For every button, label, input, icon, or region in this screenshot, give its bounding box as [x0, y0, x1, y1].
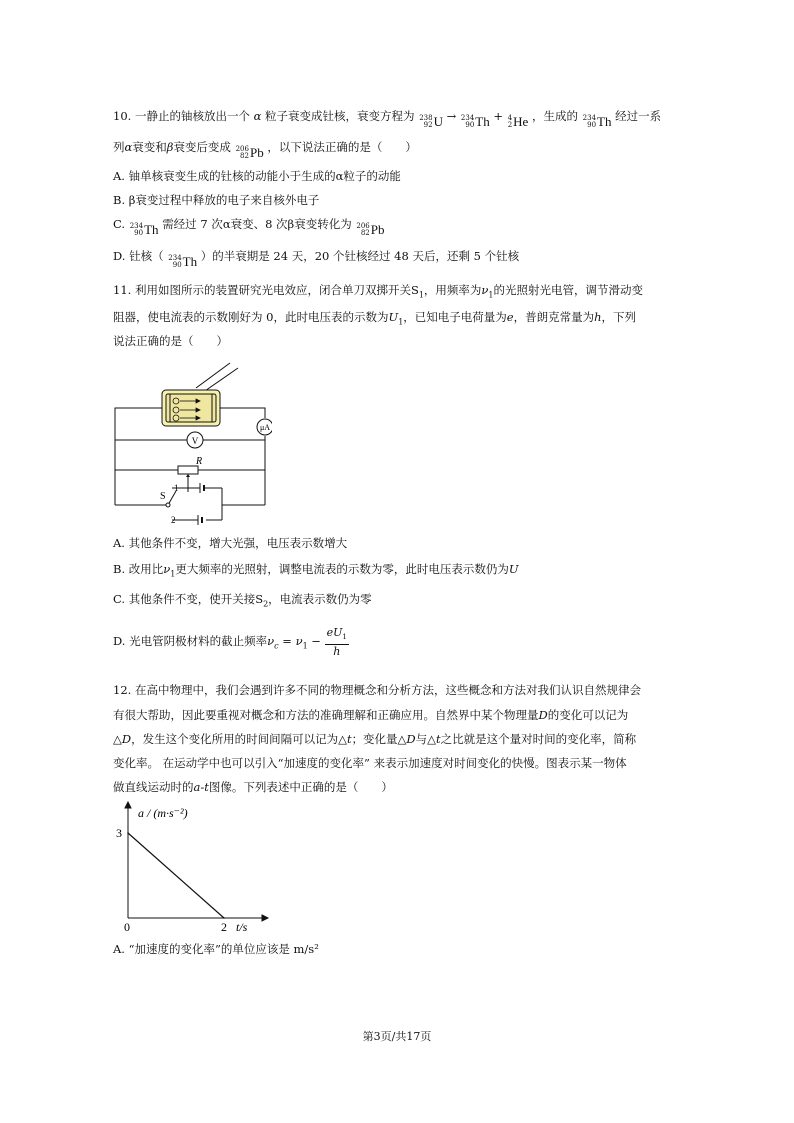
q12-stem-line4: 变化率。 在运动学中也可以引入“加速度的变化率” 来表示加速度对时间变化的快慢。图表示某一物体: [113, 756, 627, 770]
x-axis-label: t/s: [236, 920, 248, 934]
q11-stem-line1: 11. 利用如图所示的装置研究光电效应，闭合单刀双掷开关$S_1$，用频率为$\nu_1$的光照射光电管，调节滑动变: [113, 283, 644, 300]
q11-stem-line3: 说法正确的是（ ）: [113, 334, 228, 348]
q11-option-c: C. 其他条件不变，使开关接$S_2$，电流表示数仍为零: [113, 592, 372, 609]
q10-option-b: B. β衰变过程中释放的电子来自核外电子: [113, 193, 320, 207]
svg-text:R: R: [196, 456, 203, 467]
q12-option-a: A. “加速度的变化率”的单位应该是 m/s²: [113, 942, 319, 956]
svg-text:1: 1: [174, 483, 179, 493]
uranium-nuclide: 238 92 U: [419, 114, 443, 129]
helium-nuclide: 4 2 He: [507, 114, 529, 129]
q10-stem-line2: 列α衰变和β衰变后变成 206 82 Pb ，以下说法正确的是（ ）: [113, 140, 417, 160]
q11-stem-line2: 阻器，使电流表的示数刚好为 0，此时电压表的示数为$U_1$，已知电子电荷量为e，普朗克常量为h，下列: [113, 310, 637, 327]
q11-option-b: B. 改用比$\nu_1$更大频率的光照射，调整电流表的示数为零，此时电压表示数仍为U: [113, 562, 519, 579]
series-line: [128, 833, 224, 918]
thorium-nuclide-2: 234 90 Th: [582, 114, 612, 129]
page-footer: 第3页/共17页: [362, 1030, 432, 1043]
thorium-nuclide: 234 90 Th: [460, 114, 490, 129]
q12-stem-line3: △D，发生这个变化所用的时间间隔可以记为△t；变化量△D与△t之比就是这个量对时间的变化率，简称: [113, 732, 637, 746]
q10-stem-line1: 10. 一静止的铀核放出一个 α 粒子衰变成钍核，衰变方程为 238 92 U → 234 90 Th + 4 2 He ，生成的 234 90 Th 经过一系: [113, 109, 662, 129]
svg-text:S: S: [160, 491, 166, 502]
svg-text:V: V: [191, 436, 199, 446]
q10-option-c: C. 234 90 Th 需经过 7 次α衰变、8 次β衰变转化为 206 82 Pb: [113, 217, 385, 237]
y-tick-label: 3: [116, 826, 122, 840]
a-t-graph: [112, 800, 272, 935]
data-point: [127, 832, 129, 834]
rheostat: [178, 466, 198, 474]
data-point: [223, 917, 225, 919]
q12-stem-line1: 12. 在高中物理中，我们会遇到许多不同的物理概念和分析方法，这些概念和方法对我们认识自然规律会: [113, 683, 641, 697]
q12-stem-line5: 做直线运动时的a-t图像。下列表述中正确的是（ ）: [113, 780, 393, 794]
q12-stem-line2: 有很大帮助，因此要重视对概念和方法的准确理解和正确应用。自然界中某个物理量D的变化可以记为: [113, 708, 629, 722]
q11-option-d: D. 光电管阴极材料的截止频率$\nu_c = \nu_1$ − $\frac{eU_1}{h}$: [113, 626, 347, 659]
q10-option-d: D. 钍核（ 234 90 Th ）的半衰期是 24 天，20 个钍核经过 48 天后，还剩 5 个钍核: [113, 249, 520, 269]
x-tick-label: 0: [124, 920, 130, 934]
cutoff-fraction: $\frac{eU_1}{h}$: [326, 626, 347, 659]
q10-option-a: A. 铀单核衰变生成的钍核的动能小于生成的α粒子的动能: [113, 169, 401, 183]
x-tick-label: 2: [221, 920, 227, 934]
q11-option-a: A. 其他条件不变，增大光强，电压表示数增大: [113, 536, 348, 550]
y-axis-label: a / (m·s⁻²): [138, 806, 188, 820]
lead-nuclide: 206 82 Pb: [235, 145, 264, 160]
photoelectric-circuit-diagram: [110, 360, 272, 528]
svg-text:2: 2: [171, 515, 176, 525]
svg-text:μA: μA: [259, 423, 271, 432]
